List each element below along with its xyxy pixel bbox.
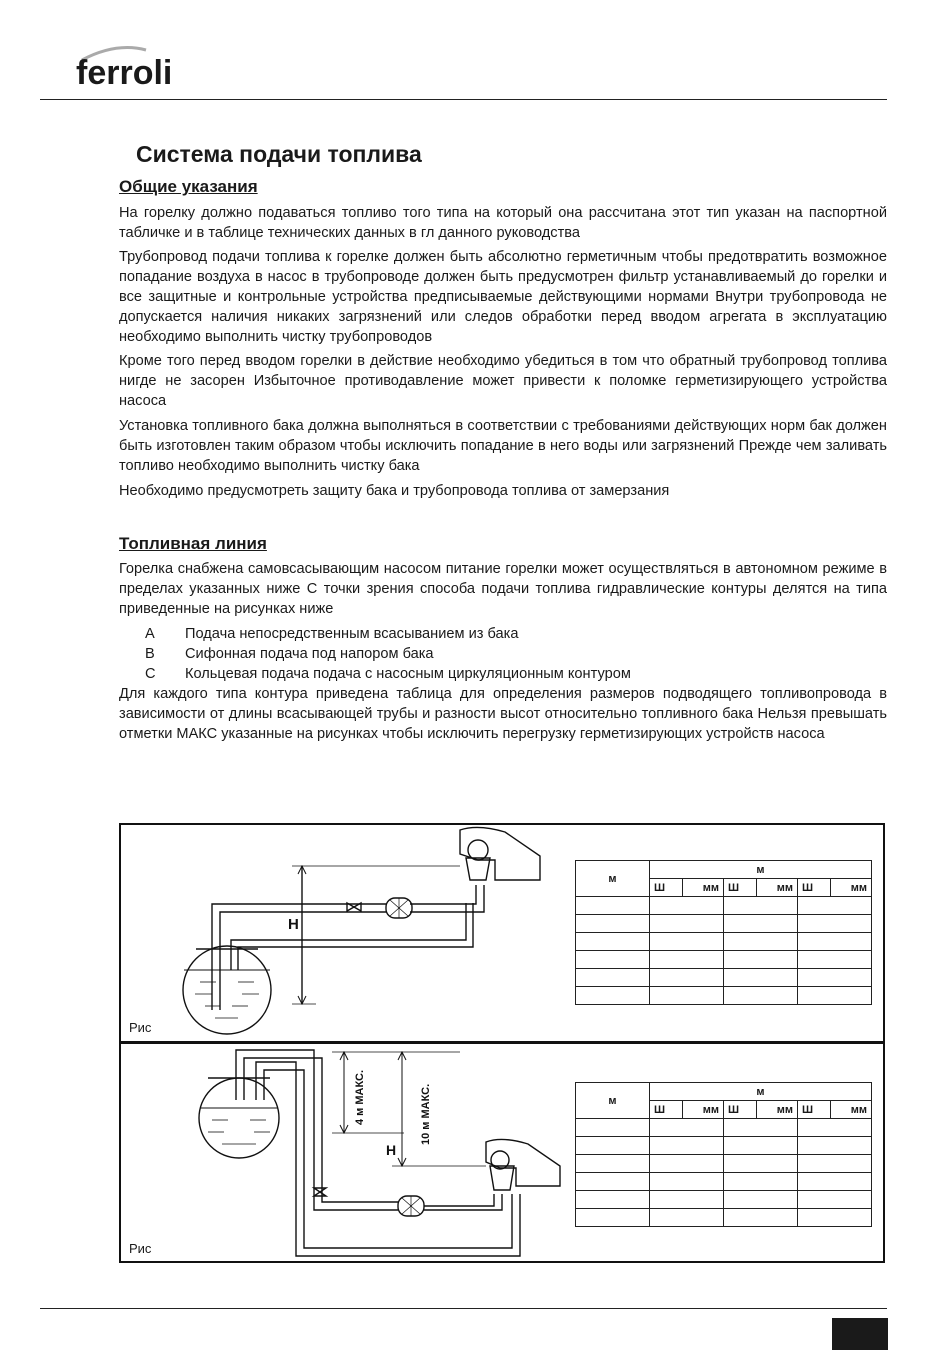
list-key: A	[145, 626, 155, 642]
list-text: Кольцевая подача подача с насосным циркуляционным контуром	[185, 666, 631, 682]
table-row	[576, 969, 872, 987]
table-header: Ш	[723, 879, 756, 897]
paragraph: Горелка снабжена самовсасывающим насосом питание горелки может осуществляться в автономном режиме в пределах указанных ниже С точки зрения способа подачи топлива гидравлические контуры делятся на типа приведенные на рисунках ниже	[119, 561, 887, 617]
paragraph: Кроме того перед вводом горелки в действие необходимо убедиться в том что обратный трубопровод топлива нигде не засорен Избыточное противодавление может привести к поломке герметизирующего устройства насоса	[119, 353, 887, 409]
ferroli-logo	[76, 40, 186, 96]
table-row	[576, 951, 872, 969]
list-text: Подача непосредственным всасыванием из бака	[185, 626, 519, 642]
table-header: мм	[682, 879, 723, 897]
page-number-box	[832, 1318, 888, 1350]
table-header: м	[576, 1083, 650, 1119]
table-row	[576, 1137, 872, 1155]
table-header: Ш	[650, 879, 683, 897]
paragraph: Трубопровод подачи топлива к горелке должен быть абсолютно герметичным чтобы предотвратить возможное попадание воздуха в насос в трубопроводе должен быть предусмотрен фильтр устанавливаемый до горелки и все защитные и контрольные устройства предписываемые действующими нормами Внутри трубопровода не допускается наличия никаких загрязнений или следов обработки перед вводом агрегата в эксплуатацию необходимо выполнить чистку трубопроводов	[119, 249, 887, 345]
list-key: C	[145, 666, 156, 682]
table-row	[576, 915, 872, 933]
figure-caption: Рис	[129, 1020, 152, 1035]
circuit-type-list	[145, 624, 885, 684]
h-label: H	[386, 1142, 397, 1158]
page-title: Система подачи топлива	[136, 141, 422, 167]
table-row	[576, 1119, 872, 1137]
list-text: Сифонная подача под напором бака	[185, 646, 434, 662]
table-header: Ш	[797, 879, 830, 897]
table-header: Ш	[723, 1101, 756, 1119]
table-row	[576, 987, 872, 1005]
svg-text:ferroli: ferroli	[76, 54, 173, 92]
pipe-size-table	[575, 1082, 872, 1227]
max-height-label: 4 м МАКС.	[354, 1069, 366, 1125]
table-row	[576, 1191, 872, 1209]
table-row	[576, 1173, 872, 1191]
table-row	[576, 897, 872, 915]
table-row	[576, 1209, 872, 1227]
table-header: Ш	[797, 1101, 830, 1119]
table-header: мм	[830, 1101, 871, 1119]
general-heading: Общие указания	[119, 177, 258, 196]
list-key: B	[145, 646, 155, 662]
fuel-line-heading: Топливная линия	[119, 534, 267, 553]
header-divider	[40, 99, 887, 100]
table-row	[576, 1155, 872, 1173]
paragraph: На горелку должно подаваться топливо того типа на который она рассчитана этот тип указан на паспортной табличке и в таблице технических данных в гл данного руководства	[119, 205, 887, 241]
table-header: м	[576, 861, 650, 897]
table-header: Ш	[650, 1101, 683, 1119]
table-header: м	[650, 1083, 872, 1101]
footer-divider	[40, 1308, 887, 1309]
paragraph: Установка топливного бака должна выполняться в соответствии с требованиями действующих норм бак должен быть изготовлен таким образом чтобы исключить попадание в него воды или загрязнений Прежде чем заливать топливо необходимо выполнить чистку бака	[119, 418, 887, 474]
table-header: мм	[682, 1101, 723, 1119]
figure-divider	[119, 1041, 885, 1044]
list-item	[145, 624, 885, 644]
list-item	[145, 664, 885, 684]
paragraph: Необходимо предусмотреть защиту бака и трубопровода топлива от замерзания	[119, 483, 670, 499]
figure-caption: Рис	[129, 1241, 152, 1256]
table-header: мм	[756, 1101, 797, 1119]
paragraph: Для каждого типа контура приведена таблица для определения размеров подводящего топливопровода в зависимости от длины всасывающей трубы и разности высот относительно топливного бака Нельзя превышать отметки МАКС указанные на рисунках чтобы исключить перегрузку герметизирующих устройств насоса	[119, 686, 887, 742]
list-item	[145, 644, 885, 664]
table-row	[576, 933, 872, 951]
max-height-label: 10 м МАКС.	[420, 1083, 432, 1145]
h-label: H	[288, 916, 299, 933]
table-header: мм	[756, 879, 797, 897]
pipe-size-table	[575, 860, 872, 1005]
table-header: мм	[830, 879, 871, 897]
table-header: м	[650, 861, 872, 879]
